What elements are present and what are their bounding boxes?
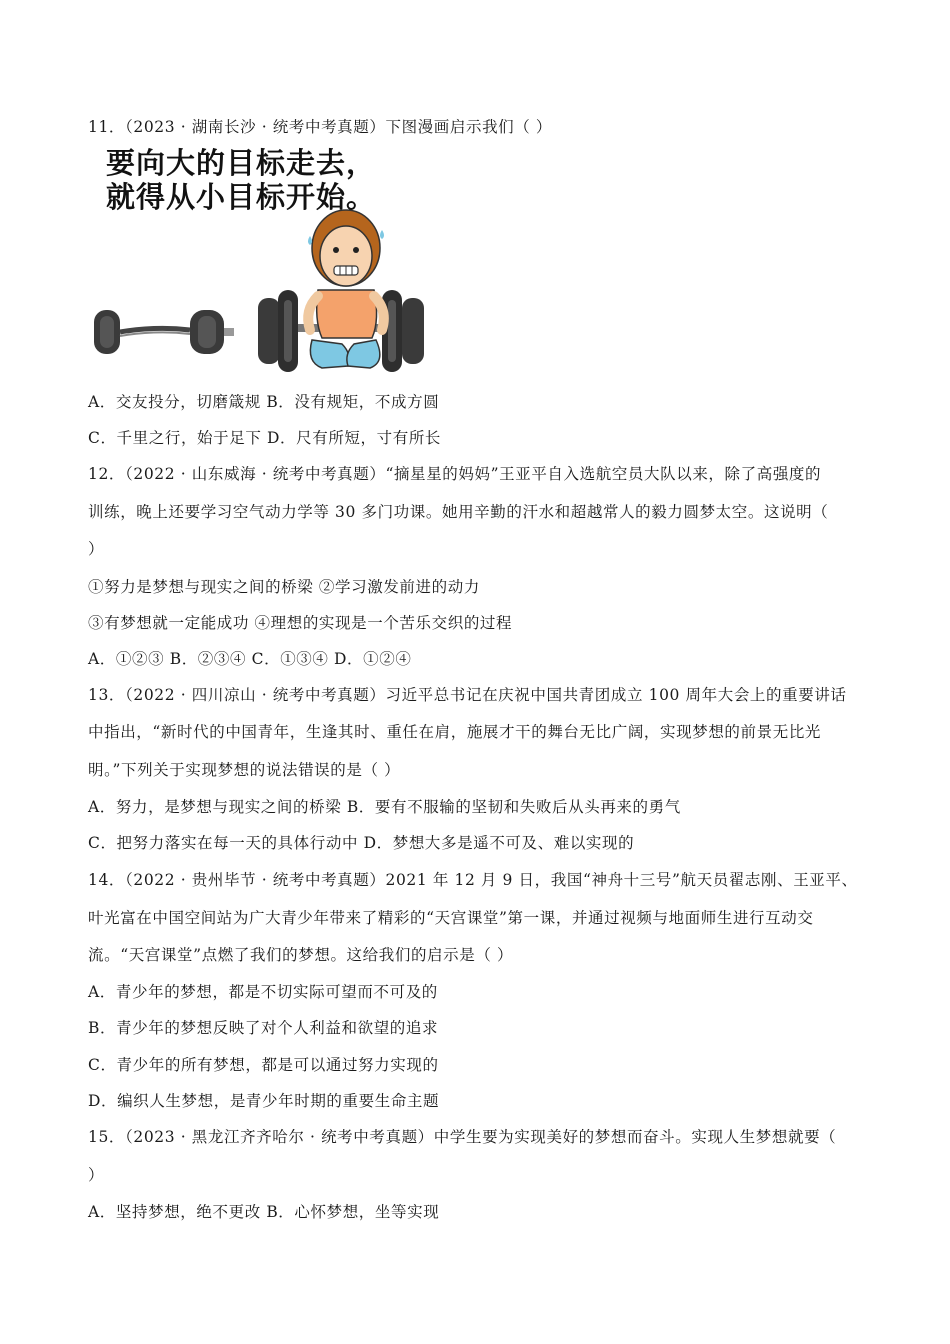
weightlifting-cartoon (86, 140, 426, 372)
cartoon-caption-line-1: 要向大的目标走去， (106, 146, 377, 180)
question-12-items-1-2: ①努力是梦想与现实之间的桥梁 ②学习激发前进的动力 (88, 578, 480, 596)
question-12-options: A．①②③ B．②③④ C．①③④ D．①②④ (88, 650, 412, 668)
question-12-items-3-4: ③有梦想就一定能成功 ④理想的实现是一个苦乐交织的过程 (88, 614, 513, 632)
cartoon-caption-line-2: 就得从小目标开始。 (106, 180, 377, 214)
question-12-stem-line-3: ） (88, 540, 105, 558)
question-12-stem-line-2: 训练，晚上还要学习空气动力学等 30 多门功课。她用辛勤的汗水和超越常人的毅力圆梦太空。这说明（ (88, 503, 829, 521)
question-13-stem-line-3: 明。”下列关于实现梦想的说法错误的是（ ） (88, 761, 401, 779)
lifter-character-icon (308, 210, 384, 368)
question-13-stem-line-2: 中指出，“新时代的中国青年，生逢其时、重任在肩，施展才干的舞台无比广阔，实现梦想的前景无比光 (88, 723, 822, 741)
question-14-stem-line-2: 叶光富在中国空间站为广大青少年带来了精彩的“天宫课堂”第一课，并通过视频与地面师生进行互动交 (88, 909, 814, 927)
question-14-option-a: A．青少年的梦想，都是不切实际可望而不可及的 (88, 983, 438, 1001)
question-15-stem-line-1: 15．（2023 · 黑龙江齐齐哈尔 · 统考中考真题）中学生要为实现美好的梦想而奋斗。实现人生梦想就要（ (88, 1128, 837, 1146)
question-13-options-ab: A．努力，是梦想与现实之间的桥梁 B．要有不服输的坚韧和失败后从头再来的勇气 (88, 798, 681, 816)
question-15-options-ab: A．坚持梦想，绝不更改 B．心怀梦想，坐等实现 (88, 1203, 440, 1221)
question-14-option-d: D．编织人生梦想，是青少年时期的重要生命主题 (88, 1092, 440, 1110)
question-11-options-ab: A．交友投分，切磨箴规 B．没有规矩，不成方圆 (88, 393, 440, 411)
question-15-stem-line-2: ） (88, 1166, 105, 1184)
question-13-stem-line-1: 13．（2022 · 四川凉山 · 统考中考真题）习近平总书记在庆祝中国共青团成立 100 周年大会上的重要讲话 (88, 686, 847, 704)
question-14-stem-line-1: 14．（2022 · 贵州毕节 · 统考中考真题）2021 年 12 月 9 日，我国“神舟十三号”航天员翟志刚、王亚平、 (88, 871, 858, 889)
question-14-option-b: B．青少年的梦想反映了对个人利益和欲望的追求 (88, 1019, 439, 1037)
question-11-options-cd: C．千里之行，始于足下 D．尺有所短，寸有所长 (88, 429, 442, 447)
question-14-option-c: C．青少年的所有梦想，都是可以通过努力实现的 (88, 1056, 439, 1074)
question-11-stem: 11．（2023 · 湖南长沙 · 统考中考真题）下图漫画启示我们（ ） (88, 118, 553, 136)
question-13-options-cd: C．把努力落实在每一天的具体行动中 D．梦想大多是遥不可及、难以实现的 (88, 834, 635, 852)
small-barbell-icon (94, 310, 234, 354)
question-14-stem-line-3: 流。“天宫课堂”点燃了我们的梦想。这给我们的启示是（ ） (88, 946, 514, 964)
question-12-stem-line-1: 12．（2022 · 山东威海 · 统考中考真题）“摘星星的妈妈”王亚平自入选航空员大队以来，除了高强度的 (88, 465, 822, 483)
